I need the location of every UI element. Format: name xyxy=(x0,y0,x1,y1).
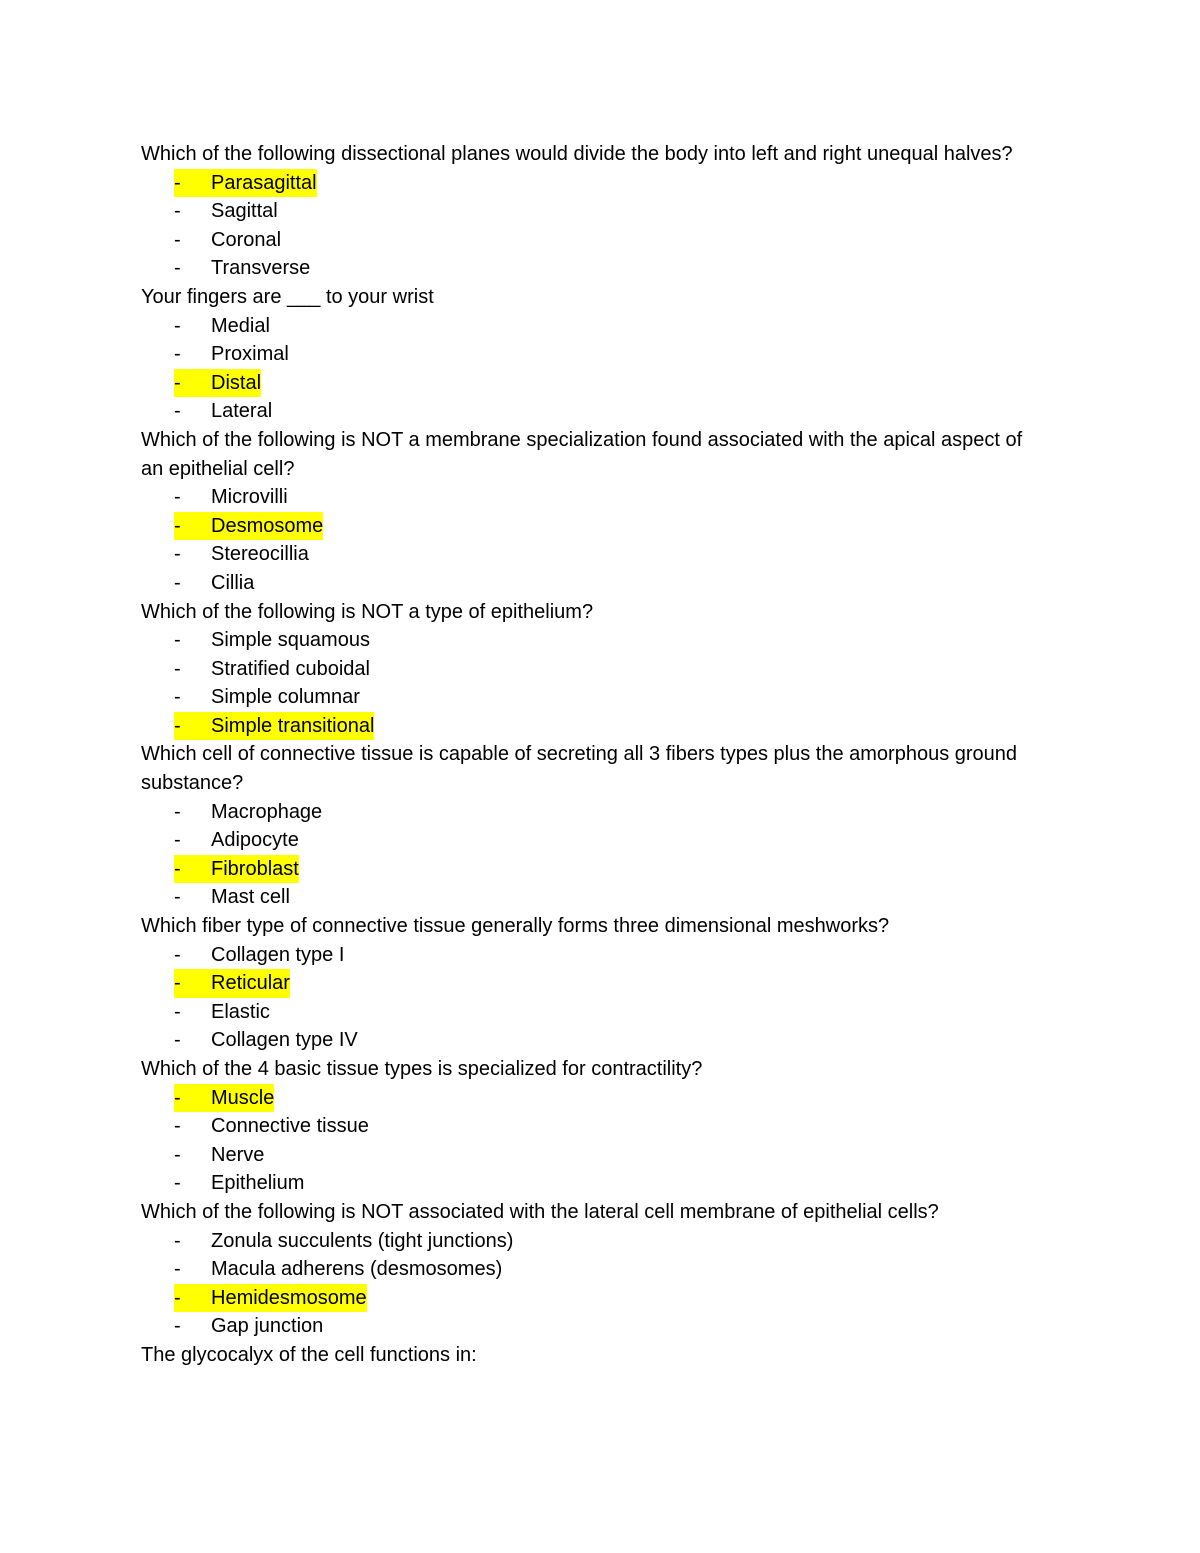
option-content xyxy=(174,340,289,369)
option-item xyxy=(141,1112,1041,1141)
option-text: Hemidesmosome xyxy=(211,1286,367,1309)
option-list xyxy=(141,1227,1041,1341)
option-text: Stratified cuboidal xyxy=(211,657,370,680)
option-item xyxy=(141,998,1041,1027)
option-item xyxy=(141,397,1041,426)
option-text: Collagen type IV xyxy=(211,1029,358,1052)
option-content xyxy=(174,540,309,569)
bullet-dash: - xyxy=(174,714,181,737)
question-block xyxy=(141,1341,1041,1370)
option-item-highlighted xyxy=(141,369,1041,398)
bullet-dash: - xyxy=(174,1172,181,1195)
question-text: Which of the following is NOT a membrane specialization found associated with the apical aspect of an epithelial cell? xyxy=(141,428,1023,480)
option-item xyxy=(141,312,1041,341)
bullet-dash: - xyxy=(174,314,181,337)
option-text: Distal xyxy=(211,371,262,394)
answer-highlight xyxy=(174,712,374,741)
option-item xyxy=(141,226,1041,255)
option-text: Lateral xyxy=(211,400,273,423)
option-text: Adipocyte xyxy=(211,829,299,852)
option-text: Desmosome xyxy=(211,514,324,537)
question-text: Which of the following is NOT a type of epithelium? xyxy=(141,600,594,623)
answer-highlight xyxy=(174,169,317,198)
bullet-dash: - xyxy=(174,1258,181,1281)
option-text: Medial xyxy=(211,314,270,337)
option-text: Simple columnar xyxy=(211,686,360,709)
question-block xyxy=(141,912,1041,1055)
bullet-dash: - xyxy=(174,1229,181,1252)
option-item xyxy=(141,941,1041,970)
option-text: Parasagittal xyxy=(211,171,317,194)
question-block xyxy=(141,140,1041,283)
bullet-dash: - xyxy=(174,943,181,966)
option-text: Connective tissue xyxy=(211,1115,369,1138)
option-text: Nerve xyxy=(211,1143,265,1166)
option-item xyxy=(141,197,1041,226)
option-item xyxy=(141,826,1041,855)
bullet-dash: - xyxy=(174,371,181,394)
option-item xyxy=(141,626,1041,655)
bullet-dash: - xyxy=(174,1000,181,1023)
option-item xyxy=(141,254,1041,283)
bullet-dash: - xyxy=(174,1115,181,1138)
bullet-dash: - xyxy=(174,1029,181,1052)
bullet-dash: - xyxy=(174,400,181,423)
option-text: Gap junction xyxy=(211,1315,324,1338)
option-content xyxy=(174,197,278,226)
option-item xyxy=(141,1312,1041,1341)
option-content xyxy=(174,626,370,655)
question-text: The glycocalyx of the cell functions in: xyxy=(141,1343,477,1366)
answer-highlight xyxy=(174,855,299,884)
option-text: Fibroblast xyxy=(211,857,299,880)
option-item xyxy=(141,340,1041,369)
option-item xyxy=(141,655,1041,684)
answer-highlight xyxy=(174,1084,274,1113)
option-content xyxy=(174,683,360,712)
option-text: Coronal xyxy=(211,228,282,251)
option-item xyxy=(141,1141,1041,1170)
bullet-dash: - xyxy=(174,1086,181,1109)
option-list xyxy=(141,483,1041,597)
option-item xyxy=(141,683,1041,712)
option-text: Collagen type I xyxy=(211,943,345,966)
option-item xyxy=(141,569,1041,598)
option-content xyxy=(174,883,290,912)
question-text: Your fingers are ___ to your wrist xyxy=(141,285,434,308)
option-text: Transverse xyxy=(211,257,311,280)
bullet-dash: - xyxy=(174,571,181,594)
option-content xyxy=(174,798,322,827)
option-text: Macrophage xyxy=(211,800,323,823)
option-content xyxy=(174,312,270,341)
option-text: Microvilli xyxy=(211,486,288,509)
option-item xyxy=(141,1169,1041,1198)
option-item-highlighted xyxy=(141,169,1041,198)
option-item xyxy=(141,540,1041,569)
bullet-dash: - xyxy=(174,228,181,251)
question-text: Which of the following is NOT associated with the lateral cell membrane of epithelial cells? xyxy=(141,1200,939,1223)
bullet-dash: - xyxy=(174,1143,181,1166)
question-block xyxy=(141,740,1041,912)
question-text: Which of the 4 basic tissue types is specialized for contractility? xyxy=(141,1058,703,1080)
option-list xyxy=(141,941,1041,1055)
option-text: Muscle xyxy=(211,1086,275,1109)
question-block xyxy=(141,1055,1041,1198)
option-list xyxy=(141,169,1041,283)
question-text: Which cell of connective tissue is capable of secreting all 3 fibers types plus the amorphous ground substance? xyxy=(141,743,1018,795)
bullet-dash: - xyxy=(174,972,181,995)
question-block xyxy=(141,1198,1041,1341)
option-item xyxy=(141,1227,1041,1256)
option-text: Simple squamous xyxy=(211,629,370,652)
option-item-highlighted xyxy=(141,1284,1041,1313)
option-content xyxy=(174,569,254,598)
option-text: Simple transitional xyxy=(211,714,375,737)
option-text: Mast cell xyxy=(211,886,290,909)
option-text: Cillia xyxy=(211,571,255,594)
option-item-highlighted xyxy=(141,712,1041,741)
answer-highlight xyxy=(174,969,290,998)
option-item xyxy=(141,883,1041,912)
option-content xyxy=(174,1141,264,1170)
answer-highlight xyxy=(174,1284,367,1313)
option-list xyxy=(141,626,1041,740)
bullet-dash: - xyxy=(174,1286,181,1309)
option-content xyxy=(174,226,281,255)
option-content xyxy=(174,655,370,684)
document-page xyxy=(141,140,1041,1370)
option-item-highlighted xyxy=(141,1084,1041,1113)
option-content xyxy=(174,998,270,1027)
option-item xyxy=(141,1026,1041,1055)
option-content xyxy=(174,1112,369,1141)
option-content xyxy=(174,254,310,283)
question-text: Which fiber type of connective tissue generally forms three dimensional meshworks? xyxy=(141,915,890,938)
option-item xyxy=(141,1255,1041,1284)
bullet-dash: - xyxy=(174,171,181,194)
option-content xyxy=(174,397,272,426)
question-block xyxy=(141,283,1041,426)
option-content xyxy=(174,1227,513,1256)
question-block xyxy=(141,598,1041,741)
bullet-dash: - xyxy=(174,657,181,680)
bullet-dash: - xyxy=(174,200,181,223)
option-content xyxy=(174,826,299,855)
option-item xyxy=(141,798,1041,827)
option-text: Elastic xyxy=(211,1000,270,1023)
option-text: Stereocillia xyxy=(211,543,309,566)
option-content xyxy=(174,941,344,970)
option-content xyxy=(174,1255,502,1284)
option-text: Zonula succulents (tight junctions) xyxy=(211,1229,514,1252)
option-content xyxy=(174,1312,323,1341)
option-list xyxy=(141,798,1041,912)
bullet-dash: - xyxy=(174,686,181,709)
bullet-dash: - xyxy=(174,629,181,652)
option-text: Sagittal xyxy=(211,200,278,223)
bullet-dash: - xyxy=(174,857,181,880)
bullet-dash: - xyxy=(174,886,181,909)
bullet-dash: - xyxy=(174,829,181,852)
bullet-dash: - xyxy=(174,486,181,509)
option-text: Macula adherens (desmosomes) xyxy=(211,1258,503,1281)
bullet-dash: - xyxy=(174,514,181,537)
bullet-dash: - xyxy=(174,343,181,366)
answer-highlight xyxy=(174,369,261,398)
option-item-highlighted xyxy=(141,512,1041,541)
answer-highlight xyxy=(174,512,323,541)
option-text: Proximal xyxy=(211,343,289,366)
bullet-dash: - xyxy=(174,543,181,566)
option-item-highlighted xyxy=(141,855,1041,884)
option-list xyxy=(141,1084,1041,1198)
option-item-highlighted xyxy=(141,969,1041,998)
option-content xyxy=(174,483,288,512)
option-content xyxy=(174,1169,304,1198)
question-text: Which of the following dissectional planes would divide the body into left and right unequal halves? xyxy=(141,143,1013,165)
option-text: Reticular xyxy=(211,972,290,995)
option-item xyxy=(141,483,1041,512)
bullet-dash: - xyxy=(174,800,181,823)
bullet-dash: - xyxy=(174,257,181,280)
option-content xyxy=(174,1026,358,1055)
question-block xyxy=(141,426,1041,598)
option-text: Epithelium xyxy=(211,1172,305,1195)
bullet-dash: - xyxy=(174,1315,181,1338)
option-list xyxy=(141,312,1041,426)
